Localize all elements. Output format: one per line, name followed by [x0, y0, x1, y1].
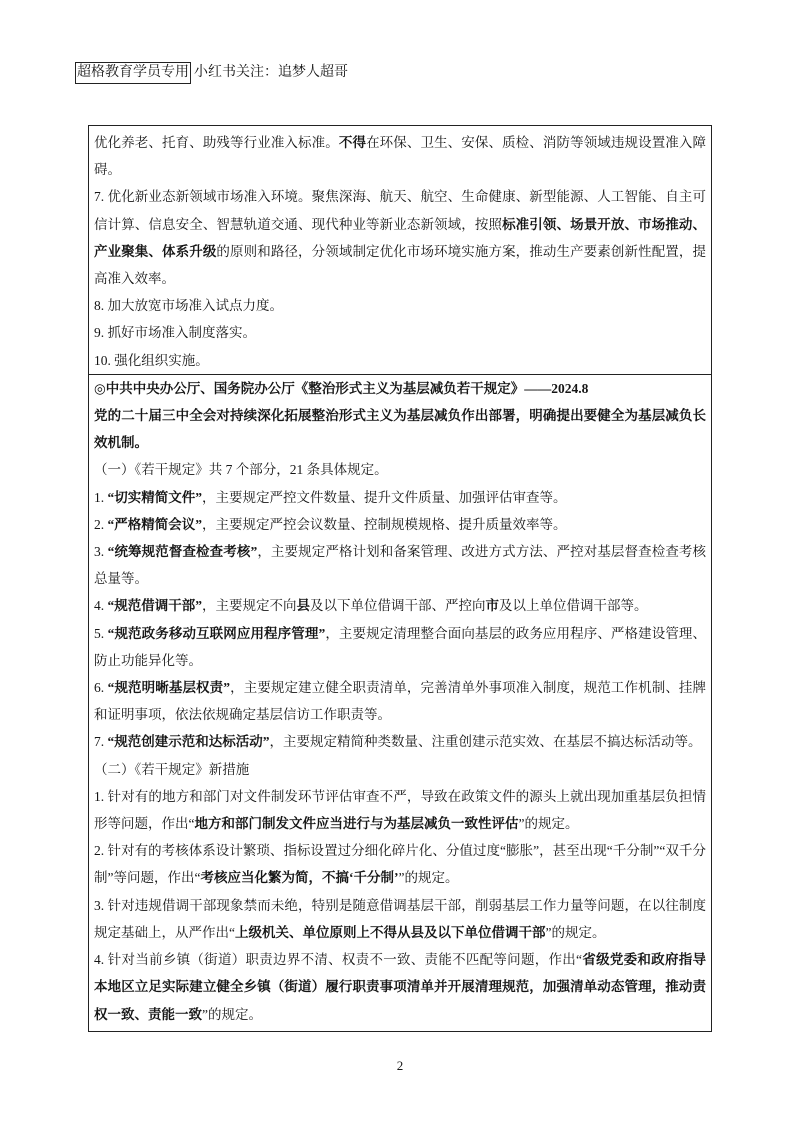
table-cell-market-access: [89, 126, 711, 374]
text-run: 2. 针对有的考核体系设计繁琐、指标设置过分细化碎片化、分值过度“膨胀”，甚至出现“千分制”“双千分制”等问题，作出“: [94, 843, 706, 886]
list-item: [94, 620, 706, 674]
text-run: 7. 优化新业态新领域市场准入环境。聚焦深海、航天、航空、生命健康、新型能源、人工智能、自主可信计算、信息安全、智慧轨道交通、现代种业等新业态新领域，按照: [94, 189, 706, 232]
emphasis-text: 地方和部门制发文件应当进行与为基层减负一致性评估: [194, 816, 519, 832]
page-header: [75, 62, 348, 84]
list-item: 8. 加大放宽市场准入试点力度。: [94, 298, 283, 314]
emphasis-text: “规范创建示范和达标活动”: [107, 734, 270, 750]
list-item: [94, 783, 706, 837]
text-run: ”的规定。: [202, 1006, 262, 1022]
header-badge: 超格教育学员专用: [75, 62, 191, 84]
list-item: 9. 抓好市场准入制度落实。: [94, 325, 256, 341]
emphasis-text: “统筹规范督查检查考核”: [107, 544, 258, 560]
header-follow-text: 小红书关注：追梦人超哥: [194, 65, 348, 80]
text-run: ，主要规定严控会议数量、控制规模规格、提升质量效率等。: [202, 516, 567, 532]
text-run: 1. 针对有的地方和部门对文件制发环节评估审查不严，导致在政策文件的源头上就出现加重基层负担情形等问题，作出“: [94, 788, 706, 832]
list-item: [94, 892, 706, 946]
text-run: 优化养老、托育、助残等行业准入标准。: [94, 135, 339, 150]
text-run: 3. 针对违规借调干部现象禁而未绝，特别是随意借调基层干部，削弱基层工作力量等问题，在以往制度规定基础上，从严作出“: [94, 897, 706, 940]
emphasis-text: “切实精简文件”: [107, 489, 202, 505]
text-run: ”的规定。: [518, 816, 579, 832]
text-run: ，主要规定建立健全职责清单，完善清单外事项准入制度，规范工作机制、挂牌和证明事项，依法依规确定基层信访工作职责等。: [94, 680, 707, 723]
item-number: 7.: [94, 734, 108, 750]
text-run: ，主要规定严控文件数量、提升文件质量、加强评估审查等。: [202, 489, 567, 505]
emphasis-text: 不得: [338, 135, 367, 150]
list-item: [94, 538, 706, 592]
list-item: [94, 484, 706, 511]
list-item: [94, 511, 706, 538]
text-run: ，主要规定清理整合面向基层的政务应用程序、严格建设管理、防止功能异化等。: [94, 625, 707, 668]
item-number: 6.: [94, 680, 108, 696]
section-title-text: ◎中共中央办公厅、国务院办公厅《整治形式主义为基层减负若干规定》——2024.8: [94, 380, 589, 396]
text-run: ，主要规定严格计划和备案管理、改进方式方法、严控对基层督查检查考核总量等。: [94, 544, 707, 587]
text-run: 4. 针对当前乡镇（街道）职责边界不清、权责不一致、责能不匹配等问题，作出“: [94, 952, 583, 968]
item-number: 1.: [94, 489, 108, 505]
emphasis-text: 省级党委和政府指导本地区立足实际建立健全乡镇（街道）履行职责事项清单并开展清理规范，加强清单动态管理，推动责权一致、责能一致: [94, 952, 707, 1022]
intro-paragraph: [94, 402, 706, 456]
paragraph: [94, 129, 706, 183]
list-item: [94, 837, 706, 891]
emphasis-text: “规范政务移动互联网应用程序管理”: [107, 625, 326, 641]
item-number: 2.: [94, 516, 108, 532]
page-number: 2: [396, 1058, 404, 1073]
emphasis-text: “规范借调干部”: [107, 598, 202, 614]
section-title: [94, 375, 706, 402]
emphasis-text: 上级机关、单位原则上不得从县及以下单位借调干部: [235, 924, 546, 940]
text-run: ”的规定。: [545, 924, 606, 940]
emphasis-text: 县: [296, 598, 310, 614]
list-item: [94, 183, 706, 292]
list-item: [94, 592, 706, 619]
text-run: ”的规定。: [398, 870, 459, 886]
content-table: [88, 125, 712, 1032]
text-run: 的原则和路径，分领域制定优化市场环境实施方案，推动生产要素创新性配置，提高准入效率。: [94, 243, 707, 287]
subheading: （二）《若干规定》新措施: [94, 761, 250, 777]
list-item: 10. 强化组织实施。: [94, 352, 209, 368]
intro-text: 党的二十届三中全会对持续深化拓展整治形式主义为基层减负作出部署，明确提出要健全为基层减负长效机制。: [94, 408, 706, 451]
list-item: [94, 674, 706, 728]
list-item: [94, 946, 706, 1028]
text-run: 及以上单位借调干部等。: [499, 598, 648, 614]
list-item: [94, 728, 706, 755]
emphasis-text: 标准引领、场景开放、市场推动、产业聚集、体系升级: [94, 216, 707, 259]
item-number: 5.: [94, 625, 108, 641]
item-number: 4.: [94, 598, 108, 614]
text-run: ，主要规定精简种类数量、注重创建示范实效、在基层不搞达标活动等。: [269, 734, 702, 750]
emphasis-text: 市: [485, 598, 499, 614]
text-run: ，主要规定不向: [202, 598, 297, 614]
text-run: 在环保、卫生、安保、质检、消防等领域违规设置准入障碍。: [94, 135, 707, 178]
emphasis-text: “规范明晰基层权责”: [107, 680, 231, 696]
emphasis-text: 考核应当化繁为简，不搞‘千分制’: [200, 870, 399, 886]
subheading: （一）《若干规定》共 7 个部分，21 条具体规定。: [94, 462, 388, 478]
item-number: 3.: [94, 544, 108, 560]
emphasis-text: “严格精简会议”: [107, 516, 202, 532]
text-run: 及以下单位借调干部、严控向: [310, 598, 486, 614]
table-cell-reduce-burden: [89, 374, 711, 1031]
